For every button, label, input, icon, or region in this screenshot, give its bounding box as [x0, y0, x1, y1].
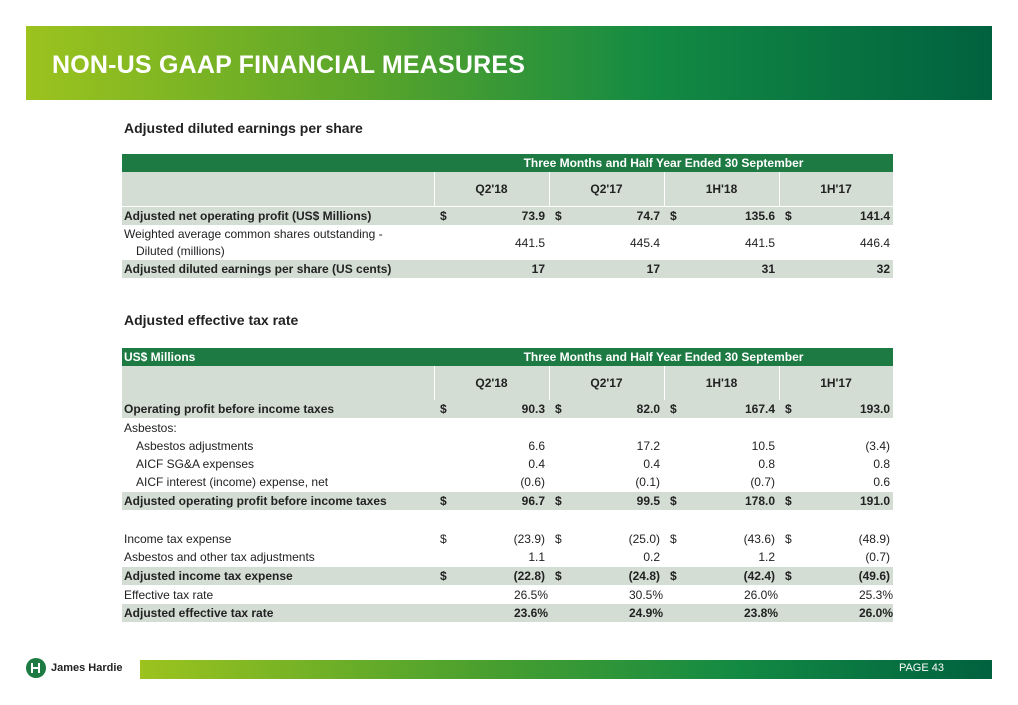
tax-section-title: Adjusted effective tax rate — [124, 312, 299, 328]
value-1h18: 10.5 — [751, 439, 775, 453]
tax-col-q218: Q2'18 — [475, 376, 508, 390]
tax-row-asbestos-heading — [122, 419, 893, 437]
value-q218: 90.3 — [521, 402, 545, 416]
row-label: Adjusted net operating profit (US$ Millions) — [124, 209, 372, 223]
row-label: Adjusted diluted earnings per share (US cents) — [124, 262, 392, 276]
row-label: AICF interest (income) expense, net — [136, 475, 329, 489]
tax-row-operating-profit — [122, 400, 893, 418]
value-1h17: 26.0% — [858, 606, 893, 620]
value-q217: (0.1) — [635, 475, 660, 489]
value-q217: 445.4 — [629, 236, 660, 250]
value-1h18: 178.0 — [744, 494, 775, 508]
value-q218: 1.1 — [528, 550, 545, 564]
value-q217: 24.9% — [628, 606, 663, 620]
value-1h18: 26.0% — [743, 588, 778, 602]
value-1h17: (48.9) — [858, 532, 890, 546]
currency-sign: $ — [440, 209, 447, 223]
eps-col-1h18: 1H'18 — [705, 182, 738, 196]
value-q217: 99.5 — [636, 494, 660, 508]
tax-row-adjusted-effective-rate — [122, 604, 893, 622]
eps-caption-row — [122, 154, 893, 172]
value-q218: 6.6 — [528, 439, 545, 453]
tax-row-aicf-interest — [122, 473, 893, 491]
value-q218: 17 — [531, 262, 545, 276]
tax-table — [122, 348, 893, 622]
value-1h17: 25.3% — [858, 588, 893, 602]
james-hardie-logo-icon — [26, 658, 46, 678]
value-q217: 74.7 — [636, 209, 660, 223]
currency-sign: $ — [670, 402, 677, 416]
currency-sign: $ — [670, 532, 677, 546]
value-1h18: 31 — [761, 262, 775, 276]
row-label: Adjusted operating profit before income taxes — [124, 494, 387, 508]
value-1h17: (3.4) — [865, 439, 890, 453]
currency-sign: $ — [785, 494, 792, 508]
tax-col-1h17: 1H'17 — [820, 376, 852, 390]
value-1h18: 167.4 — [744, 402, 775, 416]
value-q218: 73.9 — [521, 209, 545, 223]
eps-col-q217: Q2'17 — [590, 182, 623, 196]
currency-sign: $ — [555, 532, 562, 546]
currency-sign: $ — [670, 209, 677, 223]
tax-row-adjusted-income-tax — [122, 567, 893, 585]
value-1h17: 191.0 — [859, 494, 890, 508]
value-q218: (23.9) — [513, 532, 545, 546]
value-1h18: 0.8 — [758, 457, 775, 471]
tax-col-1h18: 1H'18 — [705, 376, 738, 390]
eps-row-net-operating-profit — [122, 207, 893, 225]
tax-row-income-tax-expense — [122, 530, 893, 548]
value-1h17: 141.4 — [859, 209, 890, 223]
value-q218: 23.6% — [513, 606, 548, 620]
eps-column-header-row — [122, 172, 893, 206]
value-1h17: 193.0 — [859, 402, 890, 416]
value-1h18: 135.6 — [744, 209, 775, 223]
value-q217: (25.0) — [628, 532, 660, 546]
currency-sign: $ — [785, 532, 792, 546]
value-1h17: 446.4 — [859, 236, 890, 250]
footer-bar — [140, 660, 992, 679]
value-1h18: 23.8% — [743, 606, 778, 620]
value-q218: 0.4 — [528, 457, 545, 471]
value-q218: (0.6) — [520, 475, 545, 489]
tax-row-asbestos-tax-adjustments — [122, 548, 893, 566]
value-q217: (24.8) — [628, 569, 660, 583]
page-title: NON-US GAAP FINANCIAL MEASURES — [52, 51, 526, 79]
row-label: Operating profit before income taxes — [124, 402, 335, 416]
page-number: PAGE 43 — [898, 662, 944, 674]
tax-row-effective-rate — [122, 586, 893, 604]
value-1h17: 0.8 — [873, 457, 890, 471]
currency-sign: $ — [440, 532, 447, 546]
value-1h18: 1.2 — [758, 550, 775, 564]
logo-text: James Hardie — [51, 662, 123, 674]
eps-section-title: Adjusted diluted earnings per share — [124, 120, 363, 136]
tax-corner-label: US$ Millions — [124, 350, 196, 364]
row-label-line2: Diluted (millions) — [136, 244, 225, 258]
value-1h17: 0.6 — [873, 475, 890, 489]
value-1h18: 441.5 — [744, 236, 775, 250]
tax-header-caption: Three Months and Half Year Ended 30 September — [523, 350, 804, 364]
value-1h17: (49.6) — [858, 569, 890, 583]
row-label: Asbestos adjustments — [136, 439, 254, 453]
eps-table — [122, 154, 893, 278]
value-q218: 441.5 — [514, 236, 545, 250]
row-label: Asbestos: — [124, 421, 177, 435]
value-q218: 96.7 — [521, 494, 545, 508]
value-q217: 17 — [646, 262, 660, 276]
value-1h17: (0.7) — [865, 550, 890, 564]
value-q217: 17.2 — [636, 439, 660, 453]
company-logo — [26, 658, 123, 678]
currency-sign: $ — [670, 569, 677, 583]
value-q218: (22.8) — [513, 569, 545, 583]
value-q217: 0.4 — [643, 457, 660, 471]
row-label: Adjusted effective tax rate — [124, 606, 274, 620]
tax-col-q217: Q2'17 — [590, 376, 623, 390]
currency-sign: $ — [440, 494, 447, 508]
value-q218: 26.5% — [513, 588, 548, 602]
tax-row-asbestos-adjustments — [122, 437, 893, 455]
currency-sign: $ — [555, 494, 562, 508]
eps-row-weighted-shares — [122, 226, 893, 260]
title-banner — [26, 26, 992, 100]
tax-caption-row — [122, 348, 893, 366]
row-label: Effective tax rate — [124, 588, 214, 602]
currency-sign: $ — [785, 569, 792, 583]
currency-sign: $ — [555, 569, 562, 583]
currency-sign: $ — [555, 402, 562, 416]
row-label: Asbestos and other tax adjustments — [124, 550, 315, 564]
row-label: AICF SG&A expenses — [136, 457, 255, 471]
eps-col-q218: Q2'18 — [475, 182, 508, 196]
row-label: Income tax expense — [124, 532, 232, 546]
value-1h18: (43.6) — [743, 532, 775, 546]
currency-sign: $ — [785, 402, 792, 416]
currency-sign: $ — [440, 402, 447, 416]
eps-header-caption: Three Months and Half Year Ended 30 September — [523, 156, 804, 170]
eps-col-1h17: 1H'17 — [820, 182, 852, 196]
row-label-line1: Weighted average common shares outstanding - — [124, 227, 383, 241]
eps-row-diluted-eps — [122, 260, 893, 278]
value-q217: 82.0 — [636, 402, 660, 416]
currency-sign: $ — [785, 209, 792, 223]
currency-sign: $ — [555, 209, 562, 223]
value-q217: 30.5% — [628, 588, 663, 602]
currency-sign: $ — [670, 494, 677, 508]
currency-sign: $ — [440, 569, 447, 583]
value-1h17: 32 — [876, 262, 890, 276]
tax-column-header-row — [122, 366, 893, 400]
tax-row-aicf-sga — [122, 455, 893, 473]
value-q217: 0.2 — [643, 550, 660, 564]
value-1h18: (0.7) — [750, 475, 775, 489]
tax-row-adjusted-operating-profit — [122, 492, 893, 510]
value-1h18: (42.4) — [743, 569, 775, 583]
row-label: Adjusted income tax expense — [124, 569, 293, 583]
